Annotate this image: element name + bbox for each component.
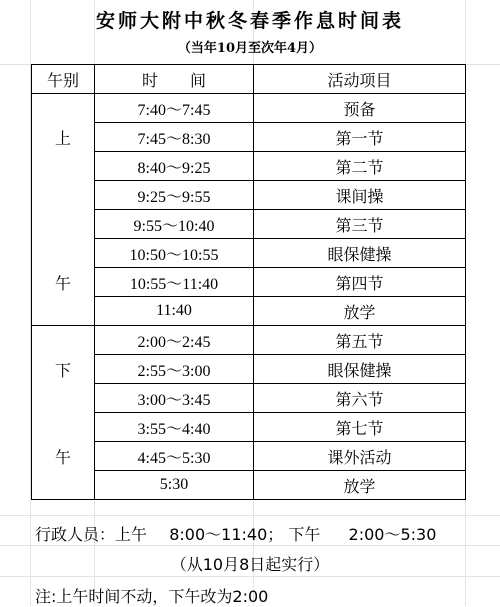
time-cell: 4:45～5:30 — [95, 442, 254, 471]
schedule-row — [32, 442, 466, 471]
page-title: 安师大附中秋冬春季作息时间表 — [95, 10, 404, 32]
period-cell — [32, 384, 95, 413]
period-cell — [32, 94, 95, 123]
time-cell: 2:00～2:45 — [95, 326, 254, 355]
time-cell: 9:25～9:55 — [95, 181, 254, 210]
admin-label: 行政人员：上午 — [35, 525, 148, 544]
activity-cell: 第一节 — [254, 123, 466, 152]
period-cell — [32, 181, 95, 210]
schedule-row — [32, 152, 466, 181]
time-cell: 7:40～7:45 — [95, 94, 254, 123]
schedule-row — [32, 413, 466, 442]
time-cell: 3:00～3:45 — [95, 384, 254, 413]
schedule-row — [32, 239, 466, 268]
time-cell: 3:55～4:40 — [95, 413, 254, 442]
schedule-row — [32, 384, 466, 413]
admin-hours — [35, 522, 495, 545]
activity-cell: 第六节 — [254, 384, 466, 413]
admin-afternoon-label: 下午 — [288, 525, 321, 544]
time-cell: 11:40 — [95, 297, 254, 326]
schedule-row — [32, 94, 466, 123]
activity-cell: 第四节 — [254, 268, 466, 297]
effective-date: （从10月8日起实行） — [170, 555, 330, 574]
schedule-row — [32, 181, 466, 210]
period-cell — [32, 297, 95, 326]
time-cell: 8:40～9:25 — [95, 152, 254, 181]
period-cell — [32, 413, 95, 442]
time-cell: 5:30 — [95, 471, 254, 500]
activity-cell: 第二节 — [254, 152, 466, 181]
header-row — [32, 65, 466, 94]
schedule-row — [32, 210, 466, 239]
time-cell: 7:45～8:30 — [95, 123, 254, 152]
schedule-row — [32, 297, 466, 326]
period-label: 午 — [32, 268, 95, 297]
header-activity: 活动项目 — [254, 65, 466, 94]
note: 注:上午时间不动，下午改为2:00 — [35, 587, 269, 606]
period-label: 午 — [32, 442, 95, 471]
time-cell: 9:55～10:40 — [95, 210, 254, 239]
period-cell — [32, 152, 95, 181]
activity-cell: 课外活动 — [254, 442, 466, 471]
activity-cell: 第七节 — [254, 413, 466, 442]
activity-cell: 第三节 — [254, 210, 466, 239]
schedule-row — [32, 123, 466, 152]
period-label: 下 — [32, 355, 95, 384]
activity-cell: 第五节 — [254, 326, 466, 355]
admin-morning-time: 8:00～11:40； — [169, 525, 284, 544]
admin-afternoon-time: 2:00～5:30 — [348, 525, 437, 544]
activity-cell: 眼保健操 — [254, 355, 466, 384]
schedule-row — [32, 268, 466, 297]
page-subtitle: （当年10月至次年4月） — [177, 41, 323, 56]
activity-cell: 预备 — [254, 94, 466, 123]
period-cell — [32, 326, 95, 355]
period-label: 上 — [32, 123, 95, 152]
time-cell: 2:55～3:00 — [95, 355, 254, 384]
period-cell — [32, 471, 95, 500]
activity-cell: 眼保健操 — [254, 239, 466, 268]
activity-cell: 放学 — [254, 297, 466, 326]
schedule-row — [32, 355, 466, 384]
schedule-row — [32, 471, 466, 500]
schedule-row — [32, 326, 466, 355]
header-period: 午别 — [32, 65, 95, 94]
period-cell — [32, 239, 95, 268]
header-time: 时 间 — [95, 65, 254, 94]
period-cell — [32, 210, 95, 239]
activity-cell: 课间操 — [254, 181, 466, 210]
activity-cell: 放学 — [254, 471, 466, 500]
time-cell: 10:55～11:40 — [95, 268, 254, 297]
schedule-table — [31, 64, 466, 500]
time-cell: 10:50～10:55 — [95, 239, 254, 268]
